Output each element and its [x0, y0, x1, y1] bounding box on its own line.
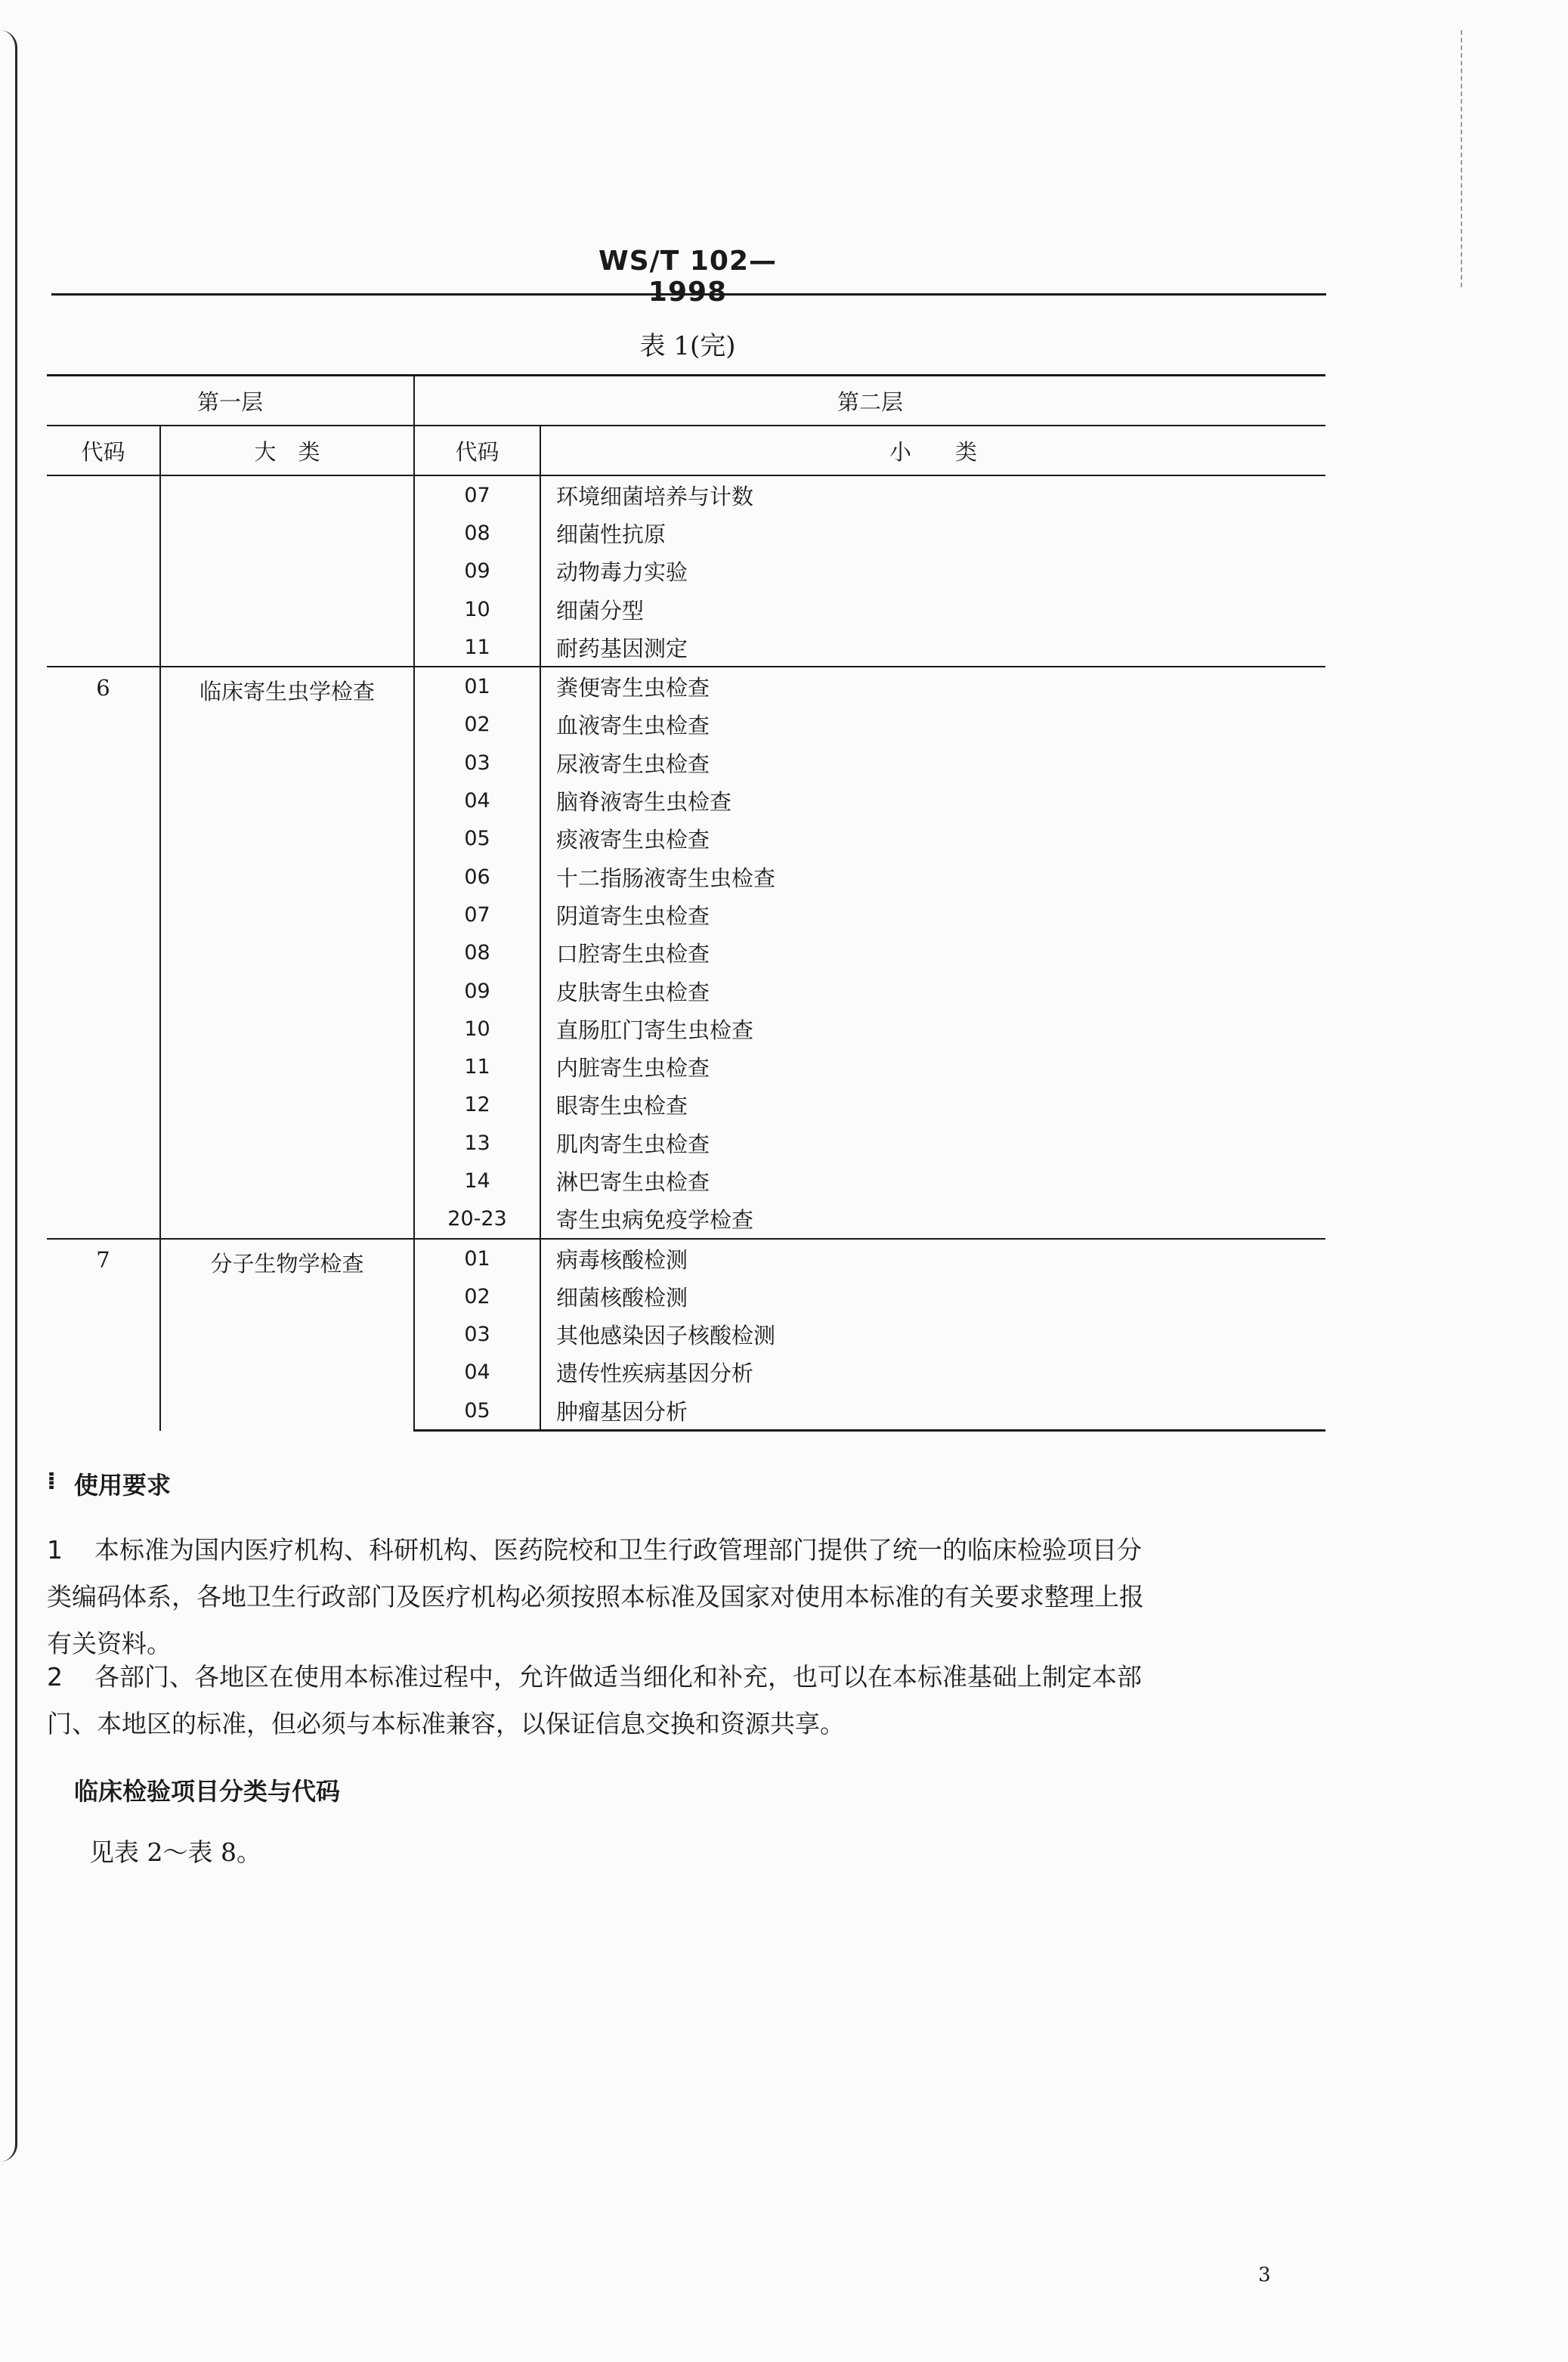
minor-category-cell: 十二指肠液寄生虫检查 [556, 865, 776, 891]
minor-code-cell: 14 [414, 1162, 540, 1200]
minor-category-cell: 脑脊液寄生虫检查 [556, 789, 732, 816]
minor-code-cell: 10 [414, 590, 540, 628]
minor-category-cell: 痰液寄生虫检查 [556, 827, 710, 853]
paragraph-1-line-3: 有关资料。 [47, 1629, 172, 1658]
paragraph-1-line-1: 本标准为国内医疗机构、科研机构、医药院校和卫生行政管理部门提供了统一的临床检验项目分 [94, 1535, 1142, 1565]
minor-code-cell: 09 [414, 972, 540, 1010]
code-column-header: 代码 [47, 426, 160, 475]
paragraph-1-number: 1 [47, 1535, 63, 1565]
major-code-cell: 7 [47, 1239, 160, 1431]
minor-code-cell: 02 [414, 706, 540, 744]
major-category-header: 大 类 [160, 426, 414, 475]
minor-category-cell: 细菌核酸检测 [556, 1284, 688, 1311]
minor-code-cell: 07 [414, 896, 540, 933]
minor-code-cell: 20-23 [414, 1200, 540, 1239]
minor-category-cell: 血液寄生虫检查 [556, 713, 710, 739]
minor-code-cell: 04 [414, 782, 540, 819]
minor-category-cell: 粪便寄生虫检查 [540, 667, 1325, 705]
level-two-header: 第二层 [414, 376, 1325, 426]
minor-code-cell: 08 [414, 934, 540, 972]
minor-code-cell: 11 [414, 1048, 540, 1085]
scan-edge-mark-right [1461, 30, 1508, 287]
paragraph-2-line-1: 各部门、各地区在使用本标准过程中，允许做适当细化和补充，也可以在本标准基础上制定本部 [94, 1662, 1142, 1692]
minor-category-cell: 寄生虫病免疫学检查 [556, 1207, 754, 1234]
minor-code-cell: 05 [414, 820, 540, 858]
minor-code-cell: 03 [414, 744, 540, 782]
minor-category-cell: 直肠肛门寄生虫检查 [556, 1017, 754, 1043]
paragraph-2 [47, 1654, 1331, 1748]
see-tables-note: 见表 2～表 8。 [89, 1837, 261, 1867]
table-row [47, 475, 1325, 514]
minor-category-cell: 遗传性疾病基因分析 [556, 1361, 754, 1387]
minor-category-cell: 皮肤寄生虫检查 [556, 979, 710, 1005]
minor-category-cell: 淋巴寄生虫检查 [556, 1169, 710, 1195]
major-category-cell [160, 475, 414, 667]
major-code-cell: 6 [47, 667, 160, 1238]
minor-code-cell: 01 [414, 667, 540, 705]
minor-category-cell: 病毒核酸检测 [540, 1239, 1325, 1277]
header-rule [51, 293, 1326, 296]
minor-code-cell: 10 [414, 1010, 540, 1048]
major-category-cell: 临床寄生虫学检查 [160, 667, 414, 1238]
section-marker: ⁞ [47, 1466, 57, 1495]
minor-category-cell: 肌肉寄生虫检查 [556, 1131, 710, 1157]
minor-category-cell: 细菌分型 [556, 597, 645, 624]
minor-category-cell: 尿液寄生虫检查 [556, 751, 710, 777]
minor-category-cell: 耐药基因测定 [556, 635, 688, 661]
table-row [47, 1239, 1325, 1277]
minor-category-cell: 环境细菌培养与计数 [556, 483, 754, 509]
minor-code-cell: 08 [414, 514, 540, 552]
major-code-cell [47, 475, 160, 667]
page-number: 3 [1258, 2264, 1271, 2286]
minor-category-cell: 其他感染因子核酸检测 [556, 1323, 776, 1349]
minor-code-cell: 12 [414, 1086, 540, 1124]
classification-heading: 临床检验项目分类与代码 [74, 1777, 341, 1806]
minor-category-cell: 细菌性抗原 [556, 521, 666, 547]
paragraph-2-line-2: 门、本地区的标准，但必须与本标准兼容，以保证信息交换和资源共享。 [47, 1709, 845, 1738]
minor-code-cell: 13 [414, 1124, 540, 1162]
major-category-cell: 分子生物学检查 [160, 1239, 414, 1431]
minor-category-cell: 阴道寄生虫检查 [556, 902, 710, 929]
minor-category-cell: 肿瘤基因分析 [540, 1392, 1325, 1431]
standard-header: WS/T 102—1998 [598, 246, 778, 308]
minor-category-cell: 眼寄生虫检查 [556, 1093, 688, 1119]
minor-code-cell: 07 [414, 475, 540, 514]
paragraph-1-line-2: 类编码体系，各地卫生行政部门及医疗机构必须按照本标准及国家对使用本标准的有关要求整理上报 [47, 1582, 1144, 1611]
paragraph-2-number: 2 [47, 1662, 63, 1692]
minor-code-cell: 04 [414, 1354, 540, 1392]
minor-code-cell: 01 [414, 1239, 540, 1277]
minor-code-cell: 05 [414, 1392, 540, 1431]
minor-code-cell: 06 [414, 858, 540, 896]
minor-category-cell: 内脏寄生虫检查 [556, 1055, 710, 1082]
minor-code-cell: 09 [414, 553, 540, 590]
paragraph-1 [47, 1527, 1331, 1667]
minor-code-cell: 11 [414, 628, 540, 667]
level-one-header: 第一层 [47, 376, 414, 426]
subcode-column-header: 代码 [414, 426, 540, 475]
minor-code-cell: 02 [414, 1277, 540, 1315]
scan-edge-mark [0, 30, 17, 2162]
minor-category-cell: 口腔寄生虫检查 [556, 941, 710, 967]
table-row [47, 667, 1325, 705]
table-body [47, 475, 1325, 1431]
table-caption: 表 1(完) [639, 331, 736, 361]
usage-heading: 使用要求 [74, 1471, 172, 1500]
minor-code-cell: 03 [414, 1316, 540, 1354]
minor-category-cell: 动物毒力实验 [556, 559, 688, 586]
minor-category-header: 小 类 [540, 426, 1325, 475]
classification-table [47, 374, 1325, 1432]
